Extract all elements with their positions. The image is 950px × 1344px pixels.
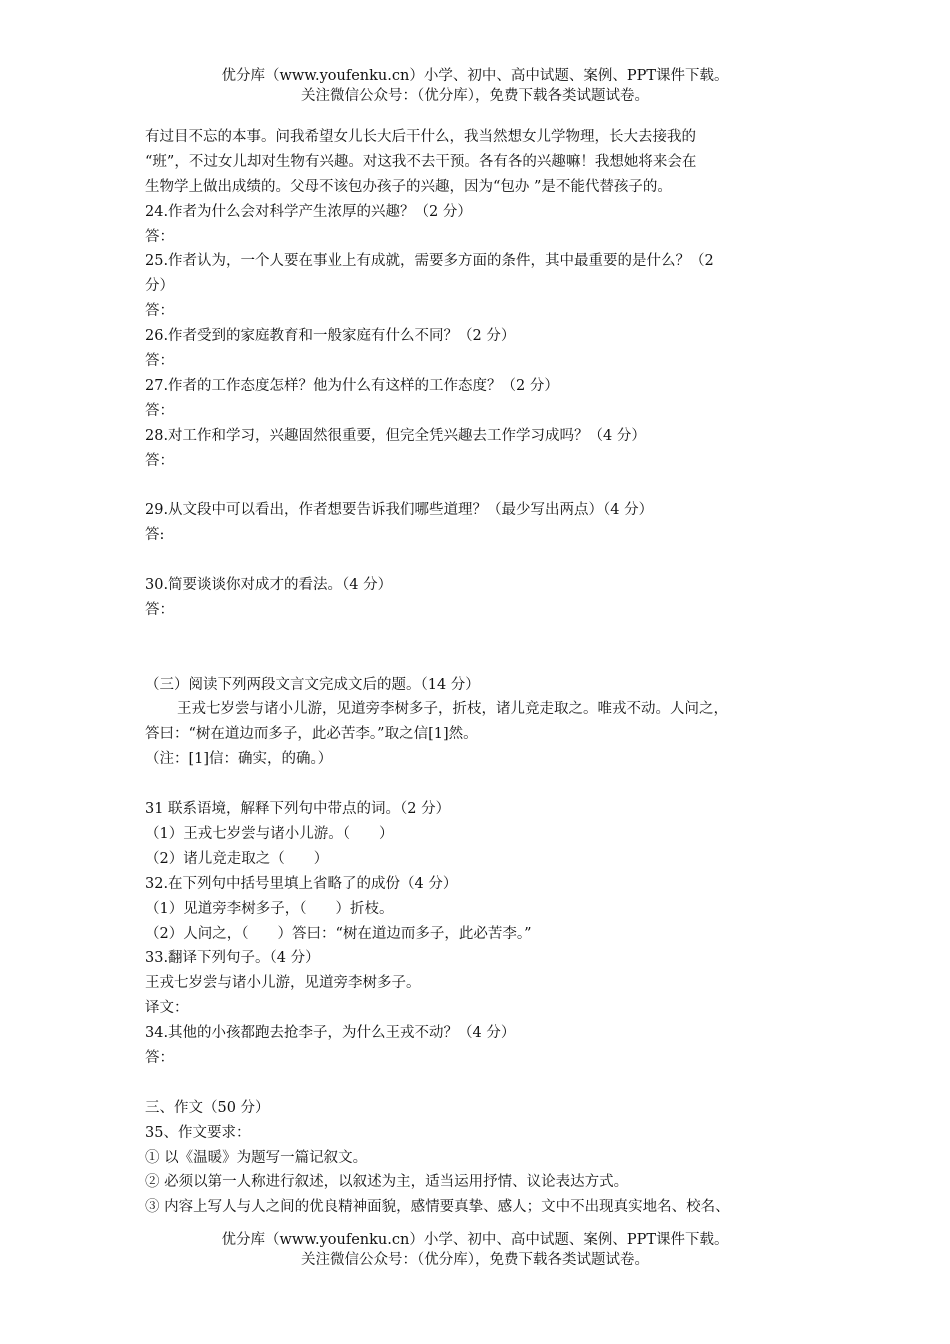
question-24: 24.作者为什么会对科学产生浓厚的兴趣？（2 分） (145, 203, 472, 220)
question-25-cont: 分） (145, 278, 174, 295)
question-27: 27.作者的工作态度怎样？他为什么有这样的工作态度？（2 分） (145, 377, 559, 394)
answer-34: 答： (145, 1049, 174, 1066)
blank-line (145, 473, 815, 498)
answer-26: 答： (145, 353, 174, 370)
classical-text-line: 答曰：“树在道边而多子，此必苦李。”取之信[1]然。 (145, 726, 478, 743)
question-31: 31 联系语境，解释下列句中带点的词。（2 分） (145, 801, 451, 818)
question-30: 30.简要谈谈你对成才的看法。（4 分） (145, 577, 393, 594)
question-31-item-1: （1）王戎七岁尝与诸小儿游。（ ） (145, 825, 394, 842)
requirement-1: ① 以《温暖》为题写一篇记叙文。 (145, 1149, 368, 1166)
question-31-item-2: （2）诸儿竞走取之（ ） (145, 850, 329, 867)
passage-line: 有过目不忘的本事。问我希望女儿长大后干什么，我当然想女儿学物理，长大去接我的 (145, 129, 696, 145)
blank-line (145, 772, 815, 797)
footer-line-1: 优分库（www.youfenku.cn）小学、初中、高中试题、案例、PPT课件下载。 (221, 1232, 729, 1248)
blank-line (145, 623, 815, 648)
question-28: 28.对工作和学习，兴趣固然很重要，但完全凭兴趣去工作学习成吗？（4 分） (145, 427, 646, 444)
question-26: 26.作者受到的家庭教育和一般家庭有什么不同？（2 分） (145, 328, 516, 345)
blank-line (145, 1071, 815, 1096)
composition-heading: 三、作文（50 分） (145, 1099, 270, 1116)
question-34: 34.其他的小孩都跑去抢李子，为什么王戎不动？（4 分） (145, 1025, 516, 1042)
footer-line-2: 关注微信公众号：（优分库），免费下载各类试题试卷。 (301, 1252, 649, 1268)
question-29: 29.从文段中可以看出，作者想要告诉我们哪些道理？（最少写出两点）（4 分） (145, 502, 654, 519)
document-body (145, 125, 815, 1220)
header-line-1: 优分库（www.youfenku.cn）小学、初中、高中试题、案例、PPT课件下载。 (221, 68, 729, 84)
requirement-3: ③ 内容上写人与人之间的优良精神面貌，感情要真挚、感人；文中不出现真实地名、校名、 (145, 1199, 730, 1216)
requirement-2: ② 必须以第一人称进行叙述，以叙述为主，适当运用抒情、议论表达方式。 (145, 1174, 629, 1191)
classical-text-line: 王戎七岁尝与诸小儿游，见道旁李树多子，折枝，诸儿竞走取之。唯戎不动。人问之， (177, 701, 728, 718)
answer-24: 答： (145, 228, 174, 245)
header-line-2: 关注微信公众号：（优分库），免费下载各类试题试卷。 (301, 88, 649, 104)
passage-line: 生物学上做出成绩的。父母不该包办孩子的兴趣，因为“包办 ”是不能代替孩子的。 (145, 178, 672, 195)
question-32: 32.在下列句中括号里填上省略了的成份（4 分） (145, 875, 458, 892)
page-footer (0, 1230, 950, 1270)
question-25: 25.作者认为，一个人要在事业上有成就，需要多方面的条件，其中最重要的是什么？（2 (145, 253, 714, 270)
section-3-heading: （三）阅读下列两段文言文完成文后的题。（14 分） (145, 676, 480, 693)
annotation-note: （注：[1]信：确实，的确。） (145, 751, 333, 768)
blank-line (145, 548, 815, 573)
translation-label: 译文： (145, 1000, 189, 1017)
question-33-sentence: 王戎七岁尝与诸小儿游，见道旁李树多子。 (145, 975, 421, 992)
question-33: 33.翻译下列句子。（4 分） (145, 950, 320, 967)
question-32-item-1: （1）见道旁李树多子，（ ）折枝。 (145, 900, 394, 917)
answer-30: 答： (145, 601, 174, 618)
answer-28: 答： (145, 452, 174, 469)
answer-25: 答： (145, 303, 174, 320)
page-header (0, 66, 950, 106)
question-35: 35、作文要求： (145, 1124, 251, 1141)
question-32-item-2: （2）人问之，（ ）答曰：“树在道边而多子，此必苦李。” (145, 925, 532, 942)
answer-27: 答： (145, 402, 174, 419)
passage-line: “班”，不过女儿却对生物有兴趣。对这我不去干预。各有各的兴趣嘛！我想她将来会在 (145, 153, 697, 170)
blank-line (145, 648, 815, 673)
answer-29: 答: (145, 527, 165, 544)
